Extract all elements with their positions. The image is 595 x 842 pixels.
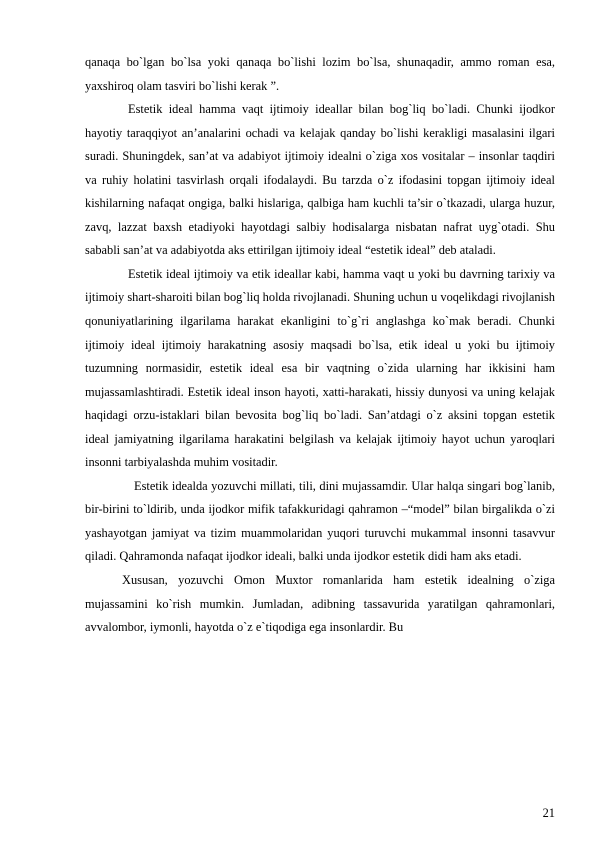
paragraph-omon-muxtor: Xususan, yozuvchi Omon Muxtor romanlarida ham estetik idealning o`ziga mujassamini ko`rish mumkin. Jumladan, adibning tassavurida yaratilgan qahramonlari, avvalombor, iymonli, hayotda o`z e`tiqodiga ega insonlardir. Bu [85, 573, 555, 635]
page-number: 21 [542, 806, 555, 820]
paragraph-estetik-ideal-ethical: Estetik ideal ijtimoiy va etik ideallar kabi, hamma vaqt u yoki bu davrning tarixiy va ijtimoiy shart-sharoiti bilan bog`liq holda rivojlanadi. Shuning uchun u voqelikdagi rivojlanish qonuniyatlarining ilgarilama harakat ekanligini to`g`ri anglashga ko`mak beradi. Chunki ijtimoiy ideal ijtimoiy harakatning asosiy maqsadi bo`lsa, etik ideal u yoki bu ijtimoiy tuzumning normasidir, estetik ideal esa bir vaqtning o`zida ularning har ikkisini ham mujassamlashtiradi. Estetik ideal inson hayoti, xatti-harakati, hissiy dunyosi va uning kelajak haqidagi orzu-istaklari bilan bevosita bog`liq bo`ladi. San’atdagi o`z aksini topgan estetik ideal jamiyatning ilgarilama harakatini belgilash va kelajak ijtimoiy hayot uchun yaroqlari insonni tarbiyalashda muhim vositadir. [85, 266, 555, 470]
paragraph-continuation: qanaqa bo`lgan bo`lsa yoki qanaqa bo`lishi lozim bo`lsa, shunaqadir, ammo roman esa, yaxshiroq olam tasviri bo`lishi kerak ”. [85, 55, 555, 93]
paragraph-estetik-ideal-author: Estetik idealda yozuvchi millati, tili, dini mujassamdir. Ular halqa singari bog`lanib, bir-birini to`ldirib, unda ijodkor mifik tafakkuridagi qahramon –“model” bilan birgalikda o`zi yashayotgan jamiyat va tizim muammolaridan yuqori turuvchi mukammal insonni tasavvur qiladi. Qahramonda nafaqat ijodkor ideali, balki unda ijodkor estetik didi ham aks etadi. [85, 478, 555, 564]
page-body [85, 51, 555, 640]
paragraph-estetik-ideal-social: Estetik ideal hamma vaqt ijtimoiy ideallar bilan bog`liq bo`ladi. Chunki ijodkor hayotiy taraqqiyot an’analarini ochadi va kelajak qanday bo`lishi kerakligi masalasini ilgari suradi. Shuningdek, san’at va adabiyot ijtimoiy idealni o`ziga xos vositalar – insonlar taqdiri va ruhiy holatini tasvirlash orqali ifodalaydi. Bu tarzda o`z ifodasini topgan ijtimoiy ideal kishilarning nafaqat ongiga, balki hislariga, qalbiga ham kuchli ta’sir o`tkazadi, ularga huzur, zavq, lazzat baxsh etadiyoki hayotdagi salbiy hodisalarga nisbatan nafrat uyg`otadi. Shu sababli san’at va adabiyotda aks ettirilgan ijtimoiy ideal “estetik ideal” deb ataladi. [85, 102, 555, 258]
